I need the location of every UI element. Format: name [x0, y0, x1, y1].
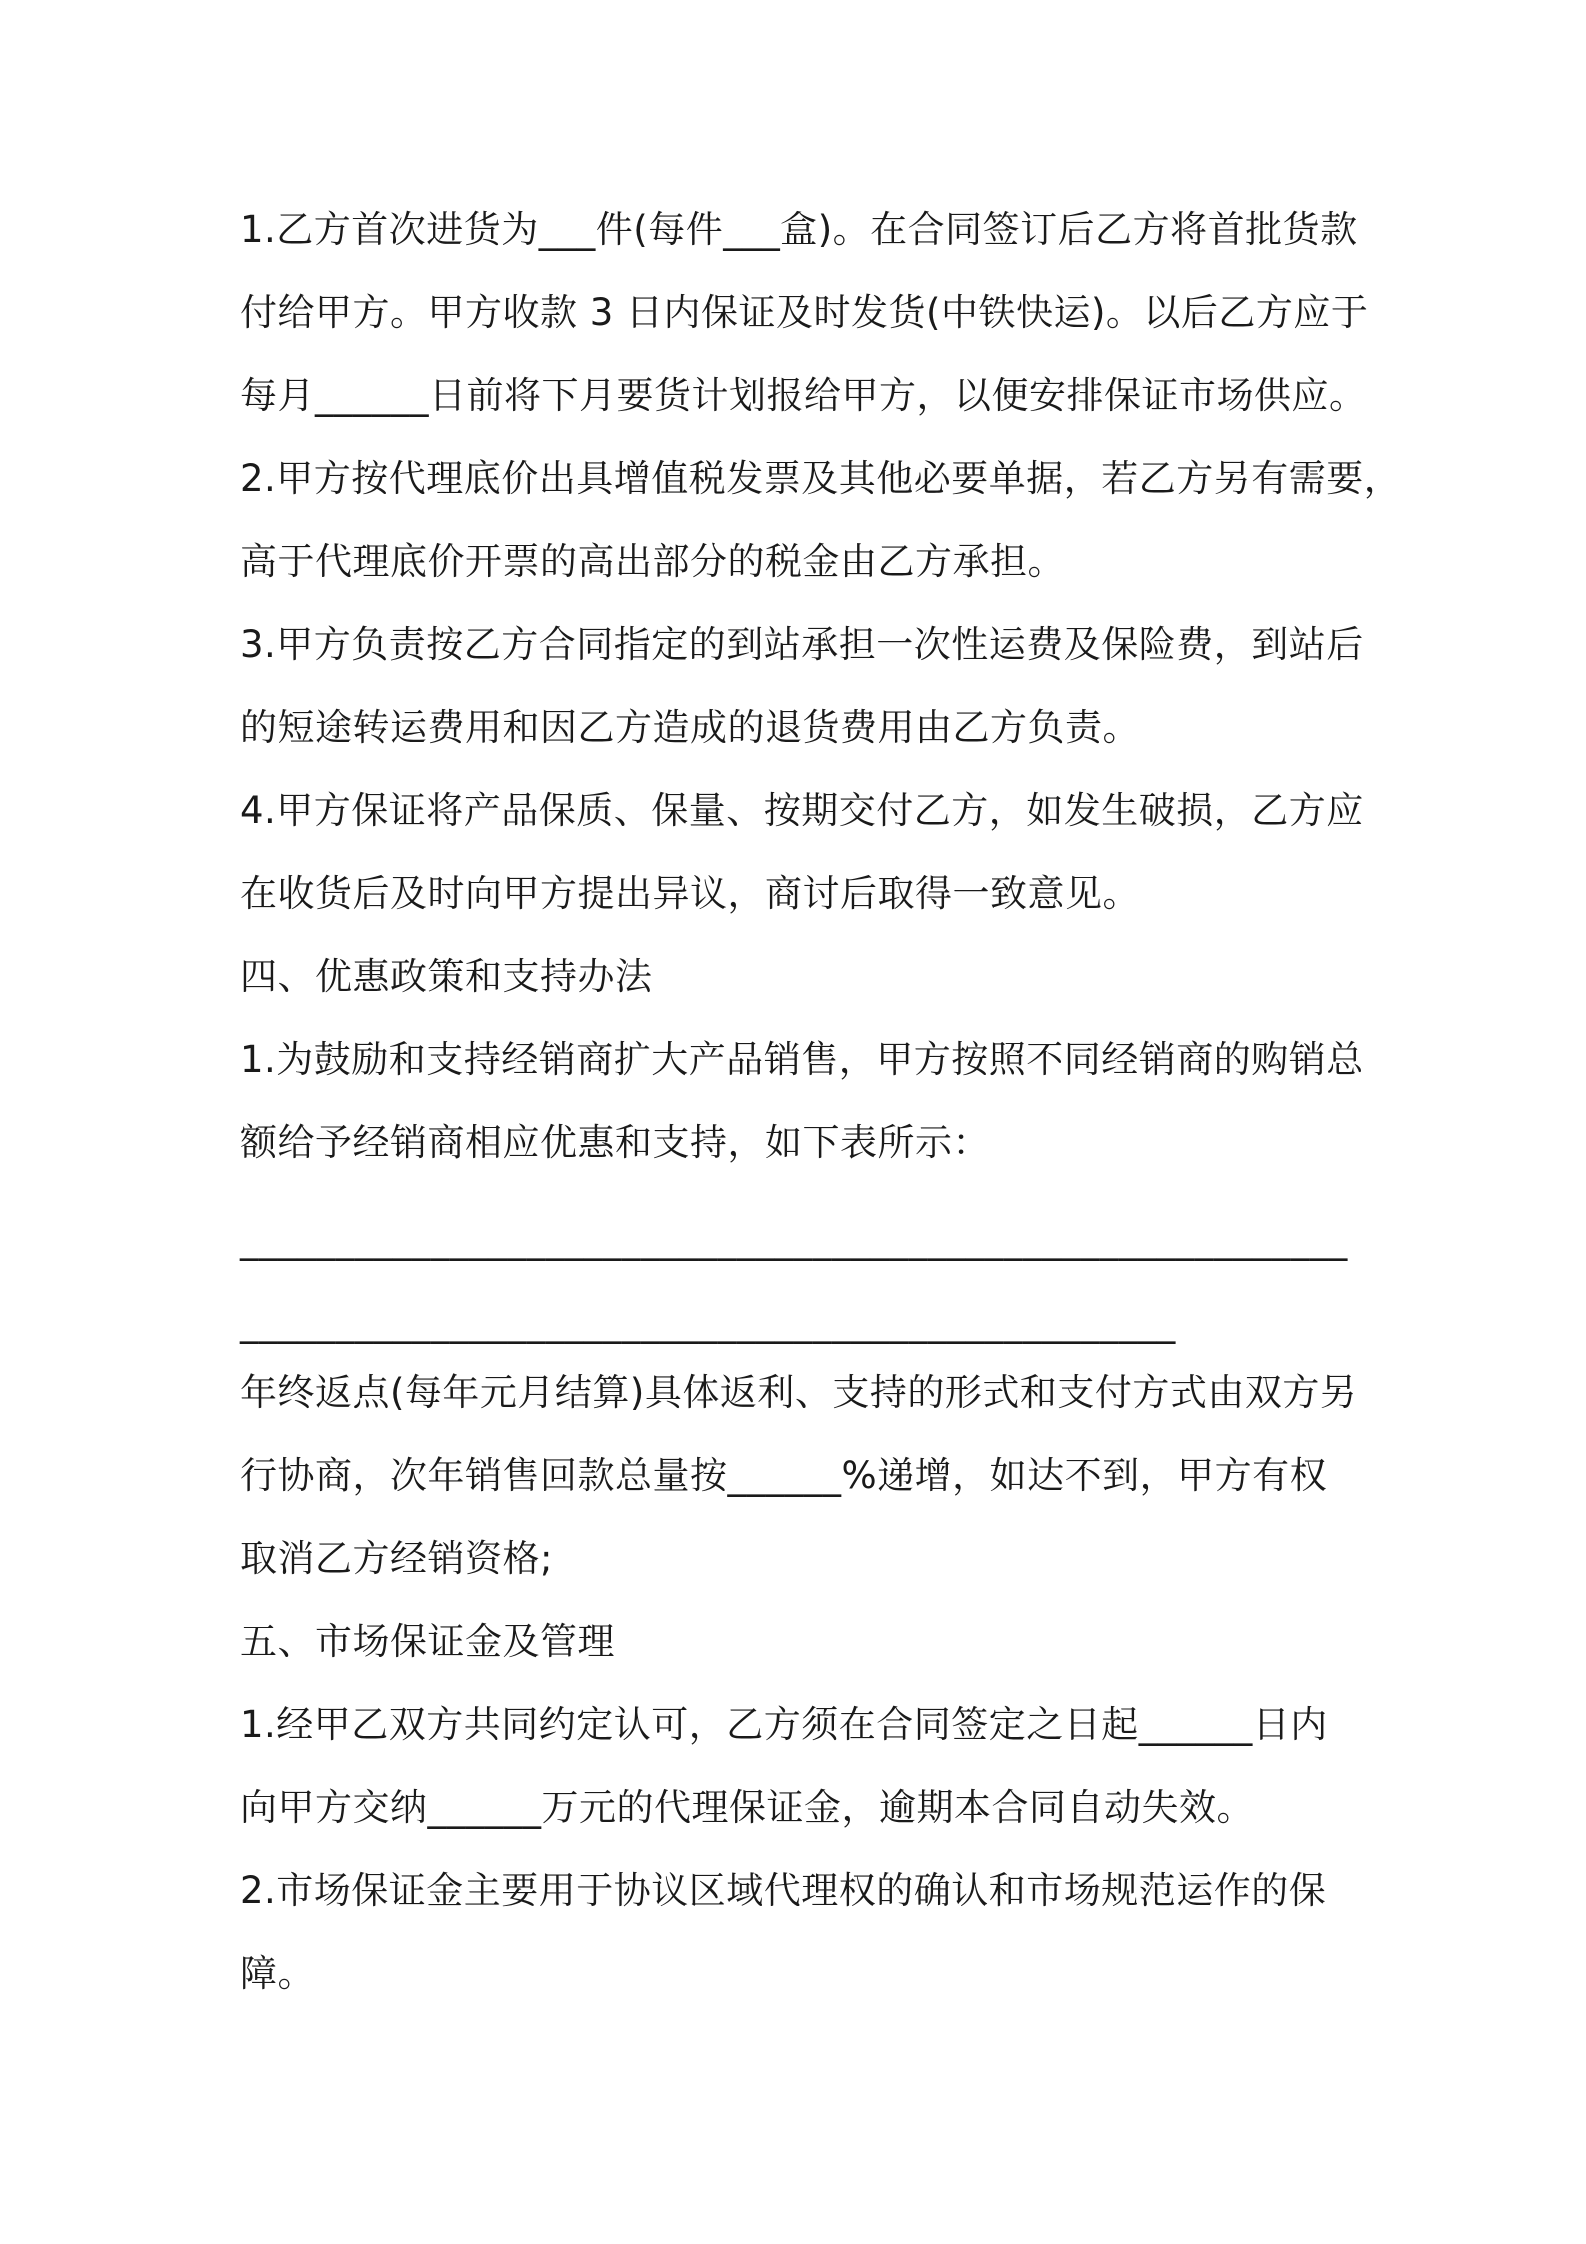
text-line: 取消乙方经销资格; — [240, 1537, 553, 1580]
text-line: 额给予经销商相应优惠和支持，如下表所示： — [240, 1121, 990, 1164]
blank-rule-line: _________________________________________________ — [240, 1301, 1176, 1344]
text-line: 行协商，次年销售回款总量按______%递增，如达不到，甲方有权 — [240, 1454, 1328, 1497]
section-heading: 五、市场保证金及管理 — [240, 1620, 615, 1663]
text-line: 高于代理底价开票的高出部分的税金由乙方承担。 — [240, 540, 1065, 583]
section-heading: 四、优惠政策和支持办法 — [240, 955, 653, 998]
text-line: 4.甲方保证将产品保质、保量、按期交付乙方，如发生破损，乙方应 — [240, 789, 1364, 832]
text-line: 1.乙方首次进货为___件(每件___盒)。在合同签订后乙方将首批货款 — [240, 208, 1358, 251]
text-line: 付给甲方。甲方收款 3 日内保证及时发货(中铁快运)。以后乙方应于 — [240, 291, 1369, 334]
text-line: 1.经甲乙双方共同约定认可，乙方须在合同签定之日起______日内 — [240, 1703, 1328, 1746]
text-line: 在收货后及时向甲方提出异议，商讨后取得一致意见。 — [240, 872, 1140, 915]
text-line: 向甲方交纳______万元的代理保证金，逾期本合同自动失效。 — [240, 1786, 1254, 1829]
text-line: 年终返点(每年元月结算)具体返利、支持的形式和支付方式由双方另 — [240, 1371, 1358, 1414]
blank-rule-line: __________________________________________________________ — [240, 1218, 1348, 1261]
text-line: 3.甲方负责按乙方合同指定的到站承担一次性运费及保险费，到站后 — [240, 623, 1364, 666]
text-line: 1.为鼓励和支持经销商扩大产品销售，甲方按照不同经销商的购销总 — [240, 1038, 1364, 1081]
text-line: 2.市场保证金主要用于协议区域代理权的确认和市场规范运作的保 — [240, 1869, 1327, 1912]
text-line: 的短途转运费用和因乙方造成的退货费用由乙方负责。 — [240, 706, 1140, 749]
text-line: 障。 — [240, 1952, 315, 1995]
text-line: 2.甲方按代理底价出具增值税发票及其他必要单据，若乙方另有需要， — [240, 457, 1402, 500]
text-line: 每月______日前将下月要货计划报给甲方，以便安排保证市场供应。 — [240, 374, 1367, 417]
